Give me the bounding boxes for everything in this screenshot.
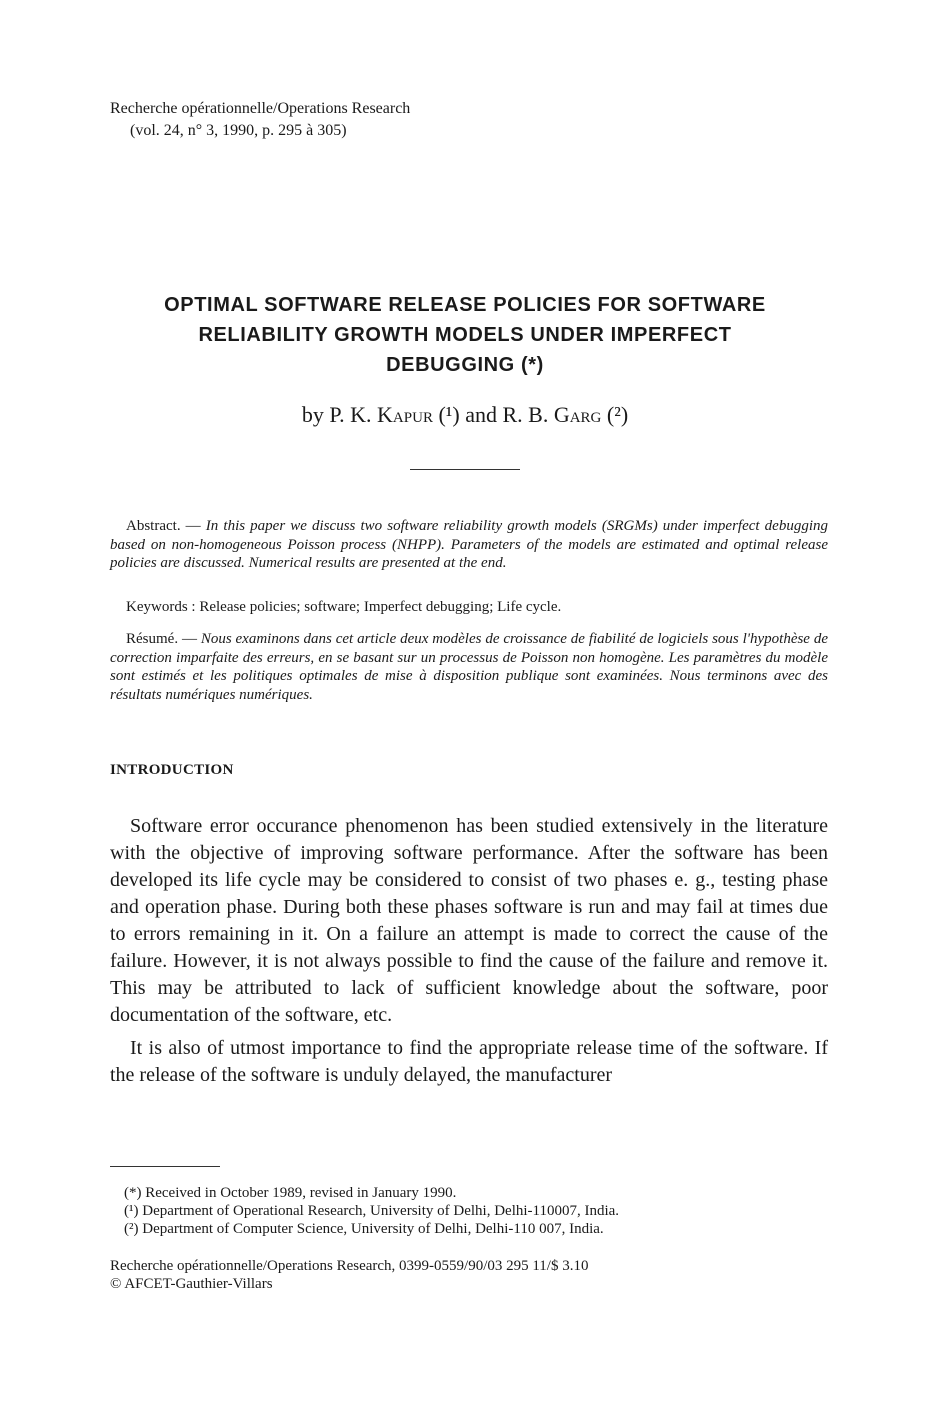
resume-label: Résumé. — [126,631,201,647]
title-divider [410,469,520,470]
authors-by: by P. K. [301,402,378,427]
introduction-body [110,813,828,1095]
resume-text: Nous examinons dans cet article deux modèles de croissance de fiabilité de logiciels sous l'hypothèse de correction imparfaite des erreurs, en se basant sur un processus de Poisson non homogène. Les paramètres du modèle sont estimés et les politiques optimales de mise à disposition publique sont examinées. Nous terminons avec des résultats numériques numériques. [110,631,828,703]
author-1-surname: Kapur [377,402,433,427]
paper-title [0,290,930,380]
journal-header [110,98,410,142]
abstract [110,517,828,573]
page-footer [110,1257,588,1293]
paper-title-line-3: DEBUGGING (*) [386,354,544,376]
abstract-text: In this paper we discuss two software reliability growth models (SRGMs) under imperfect debugging based on non-homogeneous Poisson process (NHPP). Parameters of the models are estimated and optimal release policies are discussed. Numerical results are presented at the end. [110,518,828,571]
author-2-surname: Garg [553,402,602,427]
footer-copyright: © AFCET-Gauthier-Villars [110,1276,273,1292]
keywords [110,598,828,617]
footnotes [124,1184,619,1238]
section-heading-introduction: INTRODUCTION [110,762,234,778]
keywords-text: Release policies; software; Imperfect debugging; Life cycle. [199,599,562,615]
paper-title-line-1: OPTIMAL SOFTWARE RELEASE POLICIES FOR SOFTWARE [164,294,766,316]
abstract-label: Abstract. — [126,518,206,534]
footnote-1: (¹) Department of Operational Research, University of Delhi, Delhi-110007, India. [124,1203,620,1219]
footnote-rule [110,1166,220,1167]
resume [110,630,828,704]
keywords-label: Keywords : [126,599,200,615]
author-1-ref: (¹) and R. B. [432,402,554,427]
paragraph-1: Software error occurance phenomenon has been studied extensively in the literature with the objective of improving software performance. After the software has been developed its life cycle may be considered to consist of two phases e. g., testing phase and operation phase. During both these phases software is run and may fail at times due to errors remaining in it. On a failure an attempt is made to correct the cause of the failure. However, it is not always possible to find the cause of the failure and remove it. This may be attributed to lack of sufficient knowledge about the software, poor documentation of the software, etc. [110,815,828,1026]
footer-journal: Recherche opérationnelle/Operations Research, 0399-0559/90/03 295 11/$ 3.10 [110,1258,589,1274]
footnote-2: (²) Department of Computer Science, University of Delhi, Delhi-110 007, India. [124,1221,604,1237]
author-2-ref: (²) [601,402,629,427]
authors-line [0,400,930,430]
journal-name: Recherche opérationnelle/Operations Research [110,100,411,117]
journal-volume: (vol. 24, n° 3, 1990, p. 295 à 305) [130,122,347,139]
paper-title-line-2: RELIABILITY GROWTH MODELS UNDER IMPERFECT [198,324,732,346]
paragraph-2: It is also of utmost importance to find the appropriate release time of the software. If the release of the software is unduly delayed, the manufacturer [110,1037,828,1086]
footnote-received: (*) Received in October 1989, revised in January 1990. [124,1185,457,1201]
